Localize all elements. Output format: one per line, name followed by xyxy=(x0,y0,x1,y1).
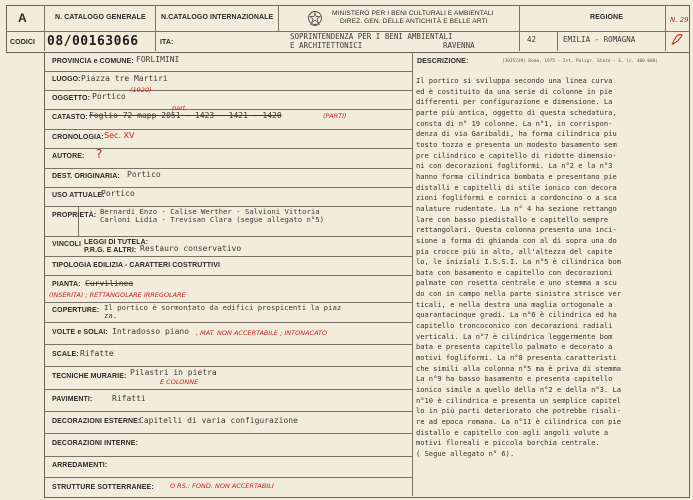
dest-label: DEST. ORIGINARIA: xyxy=(52,173,120,180)
descrizione-line: palmate con rosetta centrale e uno stemma a scu xyxy=(416,278,617,288)
cat-generale-label: N. CATALOGO GENERALE xyxy=(55,14,146,21)
pianta-value xyxy=(85,279,133,288)
descrizione-line: lare con basso piedistallo e capitello sempre xyxy=(416,214,609,224)
descrizione-line: quarantacinque gradi. La n°6 è cilindrica ed ha xyxy=(416,310,617,320)
coperture-label: COPERTURE: xyxy=(52,307,100,314)
printer-note: [3035239] Roma, 1975 - Ist. Poligr. Stato - S. (c. 400.000) xyxy=(502,59,658,64)
descrizione-line: che simili alla colonna n°5 ma è priva di stemma xyxy=(416,363,621,373)
descrizione-line: motivi fogliformi. La n°8 presenta caratteristi xyxy=(416,353,617,363)
descrizione-line: pre cilindrico e capitello di ridotte dimensio- xyxy=(416,150,617,160)
descrizione-line: motivi floreali e piccola borchia centrale. xyxy=(416,438,600,448)
descrizione-label: DESCRIZIONE: xyxy=(417,58,469,65)
proprieta-label: PROPRIETÀ: xyxy=(52,212,97,219)
scale-value: Rifatte xyxy=(80,349,114,358)
catasto-note: part. xyxy=(172,104,188,112)
descrizione-line: ionico simile a quello della n°2 e della n°3. La xyxy=(416,385,621,395)
descrizione-line: ed è costituito da una serie di colonne in pie xyxy=(416,86,613,96)
descrizione-line: n°10 è cilindrica e presenta un semplice capitel xyxy=(416,395,621,405)
prg-value: Restauro conservativo xyxy=(140,244,242,253)
oggetto-value: Portico xyxy=(92,92,126,101)
leggi-label: LEGGI DI TUTELA: xyxy=(84,239,149,246)
descrizione-line: ticali, e nella destra una maglia ortogonale a xyxy=(416,299,613,309)
tecniche-value: Pilastri in pietra xyxy=(130,368,217,377)
descrizione-line: bata e presenta capitello palmato e decorato a xyxy=(416,342,613,352)
strutture-label: STRUTTURE SOTTERRANEE: xyxy=(52,484,154,491)
corner-note: N. 29 xyxy=(670,16,689,24)
ministry-line-2: DIREZ. GEN. DELLE ANTICHITÀ E BELLE ARTI xyxy=(340,18,488,25)
tecniche-note: E COLONNE xyxy=(160,378,199,386)
regione-label: REGIONE xyxy=(590,14,623,21)
dec-interne-label: DECORAZIONI INTERNE: xyxy=(52,440,138,447)
dest-value: Portico xyxy=(127,170,161,179)
descrizione-line: capitello troncoconico con decorazioni radiali xyxy=(416,321,613,331)
descrizione-line: denza di via Garibaldi, ha forma cilindrica piu xyxy=(416,129,617,139)
descrizione-line: nalature rudentate. La n° 4 ha sezione rettango xyxy=(416,203,617,213)
descrizione-line: La n°9 ha basso basamento e presenta capitello xyxy=(416,374,613,384)
descrizione-line: sione a forma di ghianda con al di sopra una do xyxy=(416,235,617,245)
cronologia-value: Sec. XV xyxy=(104,131,135,140)
pianta-note: (INSERITA) ; RETTANGOLARE IRREGOLARE xyxy=(49,291,186,299)
dec-esterne-value: Capitelli di varia configurazione xyxy=(139,416,298,425)
provincia-value: FORLIMINI xyxy=(136,55,180,64)
uso-value: Portico xyxy=(101,189,135,198)
descrizione-text xyxy=(416,76,686,460)
cat-internazionale-label: N.CATALOGO INTERNAZIONALE xyxy=(161,14,274,21)
descrizione-line: re ad epoca romana. La n°11 è cilindrica con pie xyxy=(416,417,621,426)
codici-label: CODICI xyxy=(10,39,36,46)
descrizione-line: do con in campo nella parte sinistra strisce ver xyxy=(416,289,621,299)
pianta-value-text: Curvilinea xyxy=(85,279,134,288)
descrizione-line: pia crocce più in alto, all'altezza del capite xyxy=(416,246,613,256)
descrizione-line: hanno forma cilindrica bombata e presentano pie xyxy=(416,171,617,181)
coperture-line-1: Il portico è sormontato da edifici prospicenti la piaz xyxy=(104,303,342,312)
ita-label: ITA: xyxy=(160,39,174,46)
volte-value: Intradosso piano xyxy=(112,327,190,336)
oggetto-note: (1920) xyxy=(130,86,152,94)
uso-label: USO ATTUALE: xyxy=(52,192,105,199)
luogo-value: Piazza tre Martiri xyxy=(81,74,168,83)
descrizione-line: zioni fogliformi e cornici a cordoncino o a sca xyxy=(416,193,617,203)
ministry-line-1: MINISTERO PER I BENI CULTURALI E AMBIENTALI xyxy=(332,10,494,17)
volte-label: VOLTE e SOLAI: xyxy=(52,329,108,336)
volte-note: , MAT. NON ACCERTABILE ; INTONACATO xyxy=(196,329,328,337)
regione-value: EMILIA - ROMAGNA xyxy=(563,35,636,44)
descrizione-line: bata con basamento e capitello con decorazioni xyxy=(416,267,613,277)
codice-value: 08/00163066 xyxy=(47,34,139,49)
soprintendenza-city: RAVENNA xyxy=(443,41,475,50)
descrizione-line: parte più antica, oggetto di questa schedatura, xyxy=(416,107,617,117)
pianta-label: PIANTA: xyxy=(52,281,81,288)
autore-label: AUTORE: xyxy=(52,153,85,160)
republic-emblem-icon xyxy=(307,9,323,27)
catasto-value xyxy=(89,111,282,120)
descrizione-line: rettangolari. Questa colonna presenta una inci- xyxy=(416,225,617,235)
card-letter: A xyxy=(18,11,27,25)
catasto-label: CATASTO: xyxy=(52,114,88,121)
proprieta-line-2: Carloni Lidia - Trevisan Clara (segue allegato n°5) xyxy=(100,215,325,224)
arredamenti-label: ARREDAMENTI: xyxy=(52,462,108,469)
dec-esterne-label: DECORAZIONI ESTERNE: xyxy=(52,418,141,425)
descrizione-line: ni con decorazioni fogliformi. La n°2 e la n°3 xyxy=(416,161,613,171)
pavimenti-value: Rifatti xyxy=(112,394,146,403)
soprintendenza-line-1: SOPRINTENDENZA PER I BENI AMBIENTALI xyxy=(290,32,453,41)
descrizione-line: consta di n° 19 colonne. La n°1, in corrispon- xyxy=(416,118,613,128)
column-divider xyxy=(412,52,413,496)
corner-pen-mark xyxy=(668,30,686,48)
pavimenti-label: PAVIMENTI: xyxy=(52,396,93,403)
descrizione-line: lo, le iniziali I.S.S.I. La n°5 è cilindrica bom xyxy=(416,257,621,267)
catasto-note-2: (PARTI) xyxy=(323,112,347,120)
luogo-label: LUOGO: xyxy=(52,76,81,83)
descrizione-line: differenti per configurazione e dimensione. La xyxy=(416,97,613,107)
descrizione-line: distallo e capitello con agli angoli volute a xyxy=(416,427,609,437)
descrizione-line: verticali. La n°7 è cilindrica leggermente bom xyxy=(416,331,613,341)
descrizione-line: lo in più parti deteriorato che potrebbe risali- xyxy=(416,406,621,416)
descrizione-line: ( Segue allegato n° 6). xyxy=(416,448,515,458)
tipologia-label: TIPOLOGIA EDILIZIA - CARATTERI COSTRUTTIVI xyxy=(52,262,221,269)
catasto-value-text: Foglio 72 mapp 2051 - 1423 - 1421 - 1420 xyxy=(89,111,282,120)
descrizione-line: distalli e capitelli di stile ionico con decora xyxy=(416,182,617,192)
descrizione-line: Il portico si sviluppa secondo una linea curva xyxy=(416,76,613,85)
vincoli-label-visible: VINCOLI xyxy=(52,241,82,248)
cronologia-label: CRONOLOGIA: xyxy=(52,134,104,141)
autore-value: ? xyxy=(96,147,103,161)
descrizione-line: tosto tozza e presenta un modesto basamento sem xyxy=(416,139,617,149)
proprieta-line-1: Bernardi Enzo - Calise Werther - Salvioni Vittoria xyxy=(100,207,320,216)
strutture-note: O RS.: FOND. NON ACCERTABILI xyxy=(170,482,274,490)
scale-label: SCALE: xyxy=(52,351,79,358)
tecniche-label: TECNICHE MURARIE: xyxy=(52,373,127,380)
provincia-label: PROVINCIA e COMUNE: xyxy=(52,58,134,65)
oggetto-label: OGGETTO: xyxy=(52,95,91,102)
soprintendenza-line-2: E ARCHITETTONICI xyxy=(290,41,363,50)
coperture-line-2: za. xyxy=(104,311,118,320)
prg-label: P.R.G. E ALTRI: xyxy=(84,247,137,254)
codice-num: 42 xyxy=(527,35,537,44)
